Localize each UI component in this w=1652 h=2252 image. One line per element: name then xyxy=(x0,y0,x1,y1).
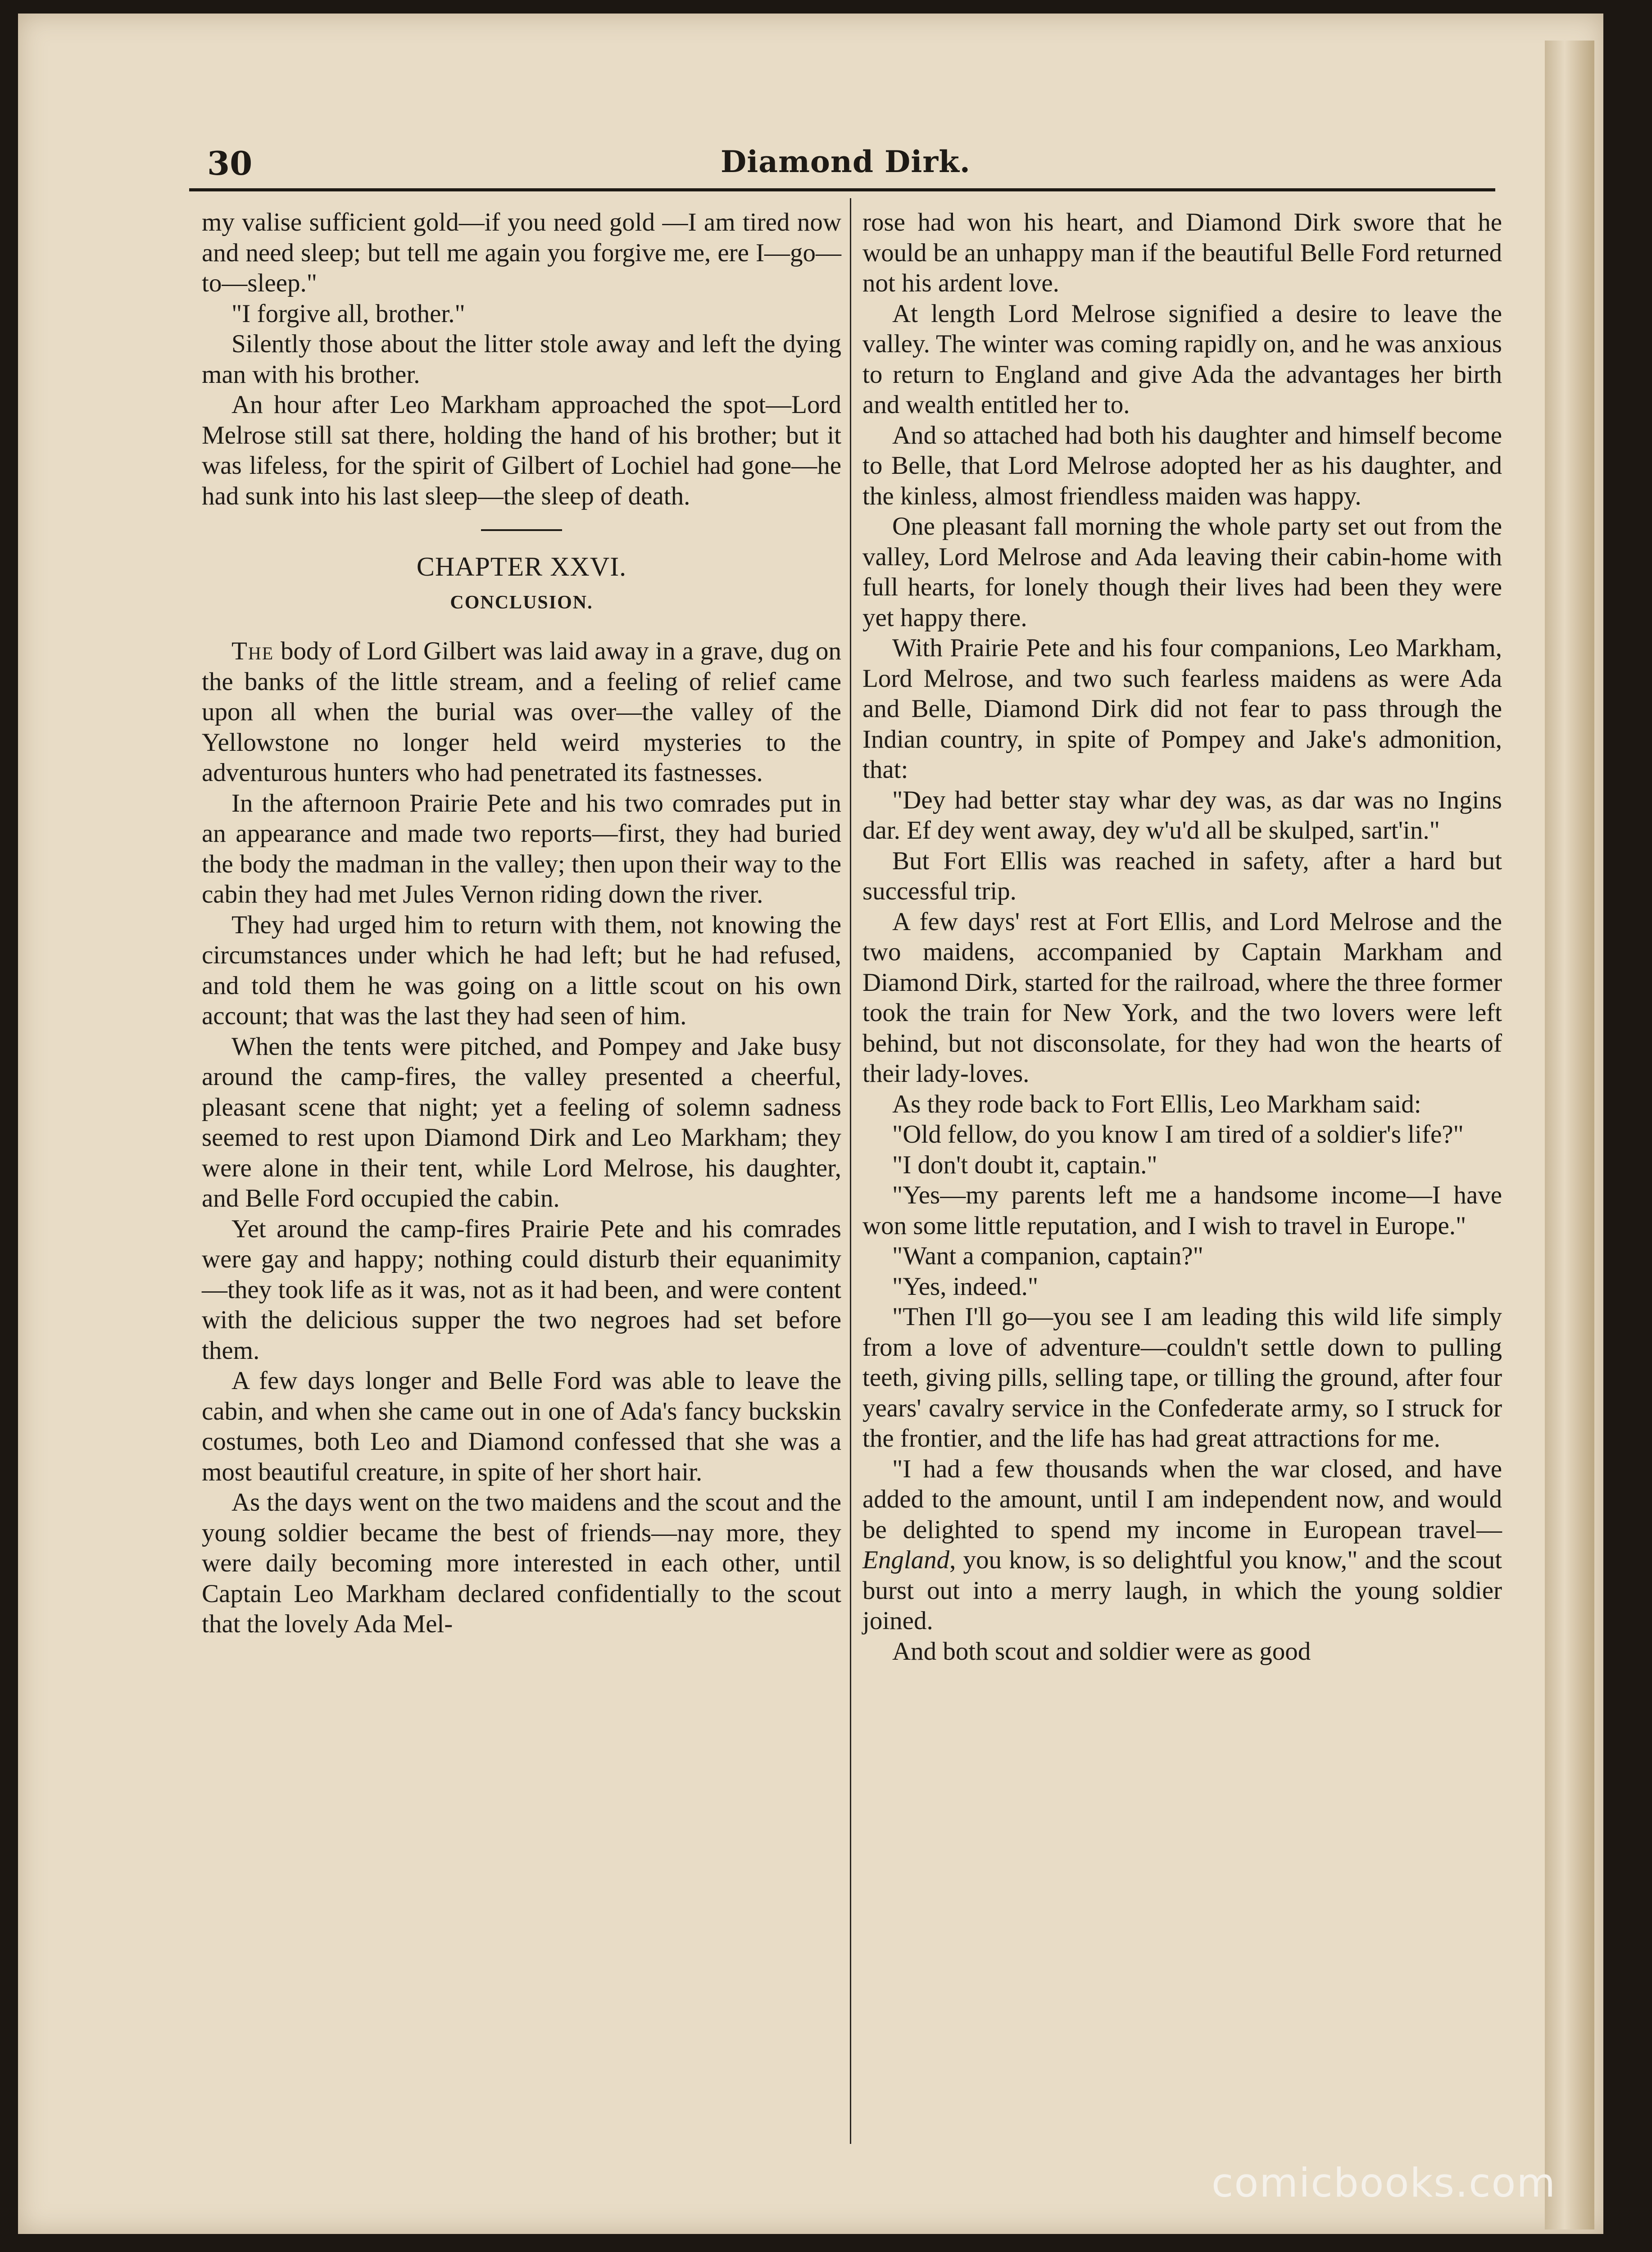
paragraph: At length Lord Melrose signified a desire to leave the valley. The winter was coming rapidly on, and he was anxious to return to England and give Ada the advantages her birth and wealth entitled her to. xyxy=(862,299,1502,419)
paragraph xyxy=(862,1454,1502,1636)
right-column xyxy=(862,207,1502,1666)
paragraph: "Yes, indeed." xyxy=(892,1272,1039,1301)
paragraph: One pleasant fall morning the whole party set out from the valley, Lord Melrose and Ada leaving their cabin-home with full hearts, for lonely though their lives had been they were yet happy there. xyxy=(862,512,1502,632)
running-title: Diamond Dirk. xyxy=(721,144,971,179)
paragraph: In the afternoon Prairie Pete and his two comrades put in an appearance and made two reports—first, they had buried the body the madman in the valley; then upon their way to the cabin they had met Jules Vernon riding down the river. xyxy=(202,789,841,908)
paragraph: "Want a companion, captain?" xyxy=(892,1242,1203,1270)
opening-paragraph-text: body of Lord Gilbert was laid away in a grave, dug on the banks of the little stream, and a feeling of relief came upon all when the burial was over—the valley of the Yellowstone no longer held weird mysteries to the adventurous hunters who had penetrated its fastnesses. xyxy=(202,637,841,787)
paragraph: Yet around the camp-fires Prairie Pete and his comrades were gay and happy; nothing could disturb their equanimity—they took life as it was, not as it had been, and were content with the delicious supper the two negroes had set before them. xyxy=(202,1214,841,1365)
paragraph: And both scout and soldier were as good xyxy=(892,1637,1311,1666)
paragraph: And so attached had both his daughter and himself become to Belle, that Lord Melrose adopted her as his daughter, and the kinless, almost friendless maiden was happy. xyxy=(862,421,1502,510)
paragraph: With Prairie Pete and his four companions, Leo Markham, Lord Melrose, and two such fearless maidens as were Ada and Belle, Diamond Dirk did not fear to pass through the Indian country, in spite of Pompey and Jake's admonition, that: xyxy=(862,634,1502,784)
chapter-subtitle: CONCLUSION. xyxy=(450,592,593,613)
travel-text-after: , you know, is so delightful you know," and the scout burst out into a merry laugh, in which the young soldier joined. xyxy=(862,1546,1502,1635)
paragraph: They had urged him to return with them, not knowing the circumstances under which he had left; but he had refused, and told them he was going on a little scout on his own account; that was the last they had seen of him. xyxy=(202,910,841,1030)
italic-word: England xyxy=(862,1546,950,1574)
paragraph: "Dey had better stay whar dey was, as dar was no Ingins dar. Ef dey went away, dey w'u'd all be skulped, sart'in." xyxy=(862,785,1502,844)
binding-hole xyxy=(1612,180,1630,212)
paragraph: An hour after Leo Markham approached the spot—Lord Melrose still sat there, holding the hand of his brother; but it was lifeless, for the spirit of Gilbert of Lochiel had gone—he had sunk into his last sleep—the sleep of death. xyxy=(202,390,841,510)
paragraph: But Fort Ellis was reached in safety, after a hard but successful trip. xyxy=(862,846,1502,905)
page-number: 30 xyxy=(207,144,253,182)
paragraph: As they rode back to Fort Ellis, Leo Markham said: xyxy=(892,1090,1421,1118)
paragraph: When the tents were pitched, and Pompey and Jake busy around the camp-fires, the valley presented a cheerful, pleasant scene that night; yet a feeling of solemn sadness seemed to rest upon Diamond Dirk and Leo Markham; they were alone in their tent, while Lord Melrose, his daughter, and Belle Ford occupied the cabin. xyxy=(202,1032,841,1212)
opening-word: The xyxy=(231,637,274,665)
column-divider xyxy=(850,198,851,2144)
paragraph: my valise sufficient gold—if you need gold —I am tired now and need sleep; but tell me again you forgive me, ere I—go—to—sleep." xyxy=(202,208,841,297)
paragraph: As the days went on the two maidens and the scout and the young soldier became the best of friends—nay more, they were daily becoming more interested in each other, until Captain Leo Markham declared confidentially to the scout that the lovely Ada Mel- xyxy=(202,1488,841,1638)
chapter-opening-paragraph xyxy=(202,636,841,788)
section-rule xyxy=(481,529,562,531)
binding-hole xyxy=(1610,1621,1630,1662)
chapter-title: CHAPTER XXVI. xyxy=(416,552,627,581)
paragraph: "Yes—my parents left me a handsome income—I have won some little reputation, and I wish to travel in Europe." xyxy=(862,1181,1502,1240)
watermark: comicbooks.com xyxy=(1212,2160,1557,2206)
paragraph: A few days longer and Belle Ford was able to leave the cabin, and when she came out in one of Ada's fancy buckskin costumes, both Leo and Diamond confessed that she was a most beautiful creature, in spite of her short hair. xyxy=(202,1367,841,1486)
binding-hole xyxy=(1603,1288,1630,1342)
travel-text-before: "I had a few thousands when the war closed, and have added to the amount, until I am independent now, and would be delighted to spend my income in European travel— xyxy=(862,1454,1502,1544)
paragraph: Silently those about the litter stole away and left the dying man with his brother. xyxy=(202,330,841,389)
paragraph: rose had won his heart, and Diamond Dirk swore that he would be an unhappy man if the beautiful Belle Ford returned not his ardent love. xyxy=(862,208,1502,297)
page-header xyxy=(189,131,1491,194)
paragraph: "I forgive all, brother." xyxy=(231,299,465,328)
left-column xyxy=(202,207,841,1639)
paragraph: "Old fellow, do you know I am tired of a soldier's life?" xyxy=(892,1120,1464,1149)
paragraph: "Then I'll go—you see I am leading this wild life simply from a love of adventure—couldn't settle down to pulling teeth, giving pills, selling tape, or tilling the ground, after four years' cavalry service in the Confederate army, so I struck for the frontier, and the life has had great attractions for me. xyxy=(862,1303,1502,1453)
header-rule xyxy=(189,188,1495,191)
paragraph: "I don't doubt it, captain." xyxy=(892,1150,1157,1179)
page-edge xyxy=(1545,41,1594,2229)
paragraph: A few days' rest at Fort Ellis, and Lord Melrose and the two maidens, accompanied by Captain Markham and Diamond Dirk, started for the railroad, where the three former took the train for New York, and the two lovers were left behind, but not disconsolate, for they had won the hearts of their lady-loves. xyxy=(862,907,1502,1088)
